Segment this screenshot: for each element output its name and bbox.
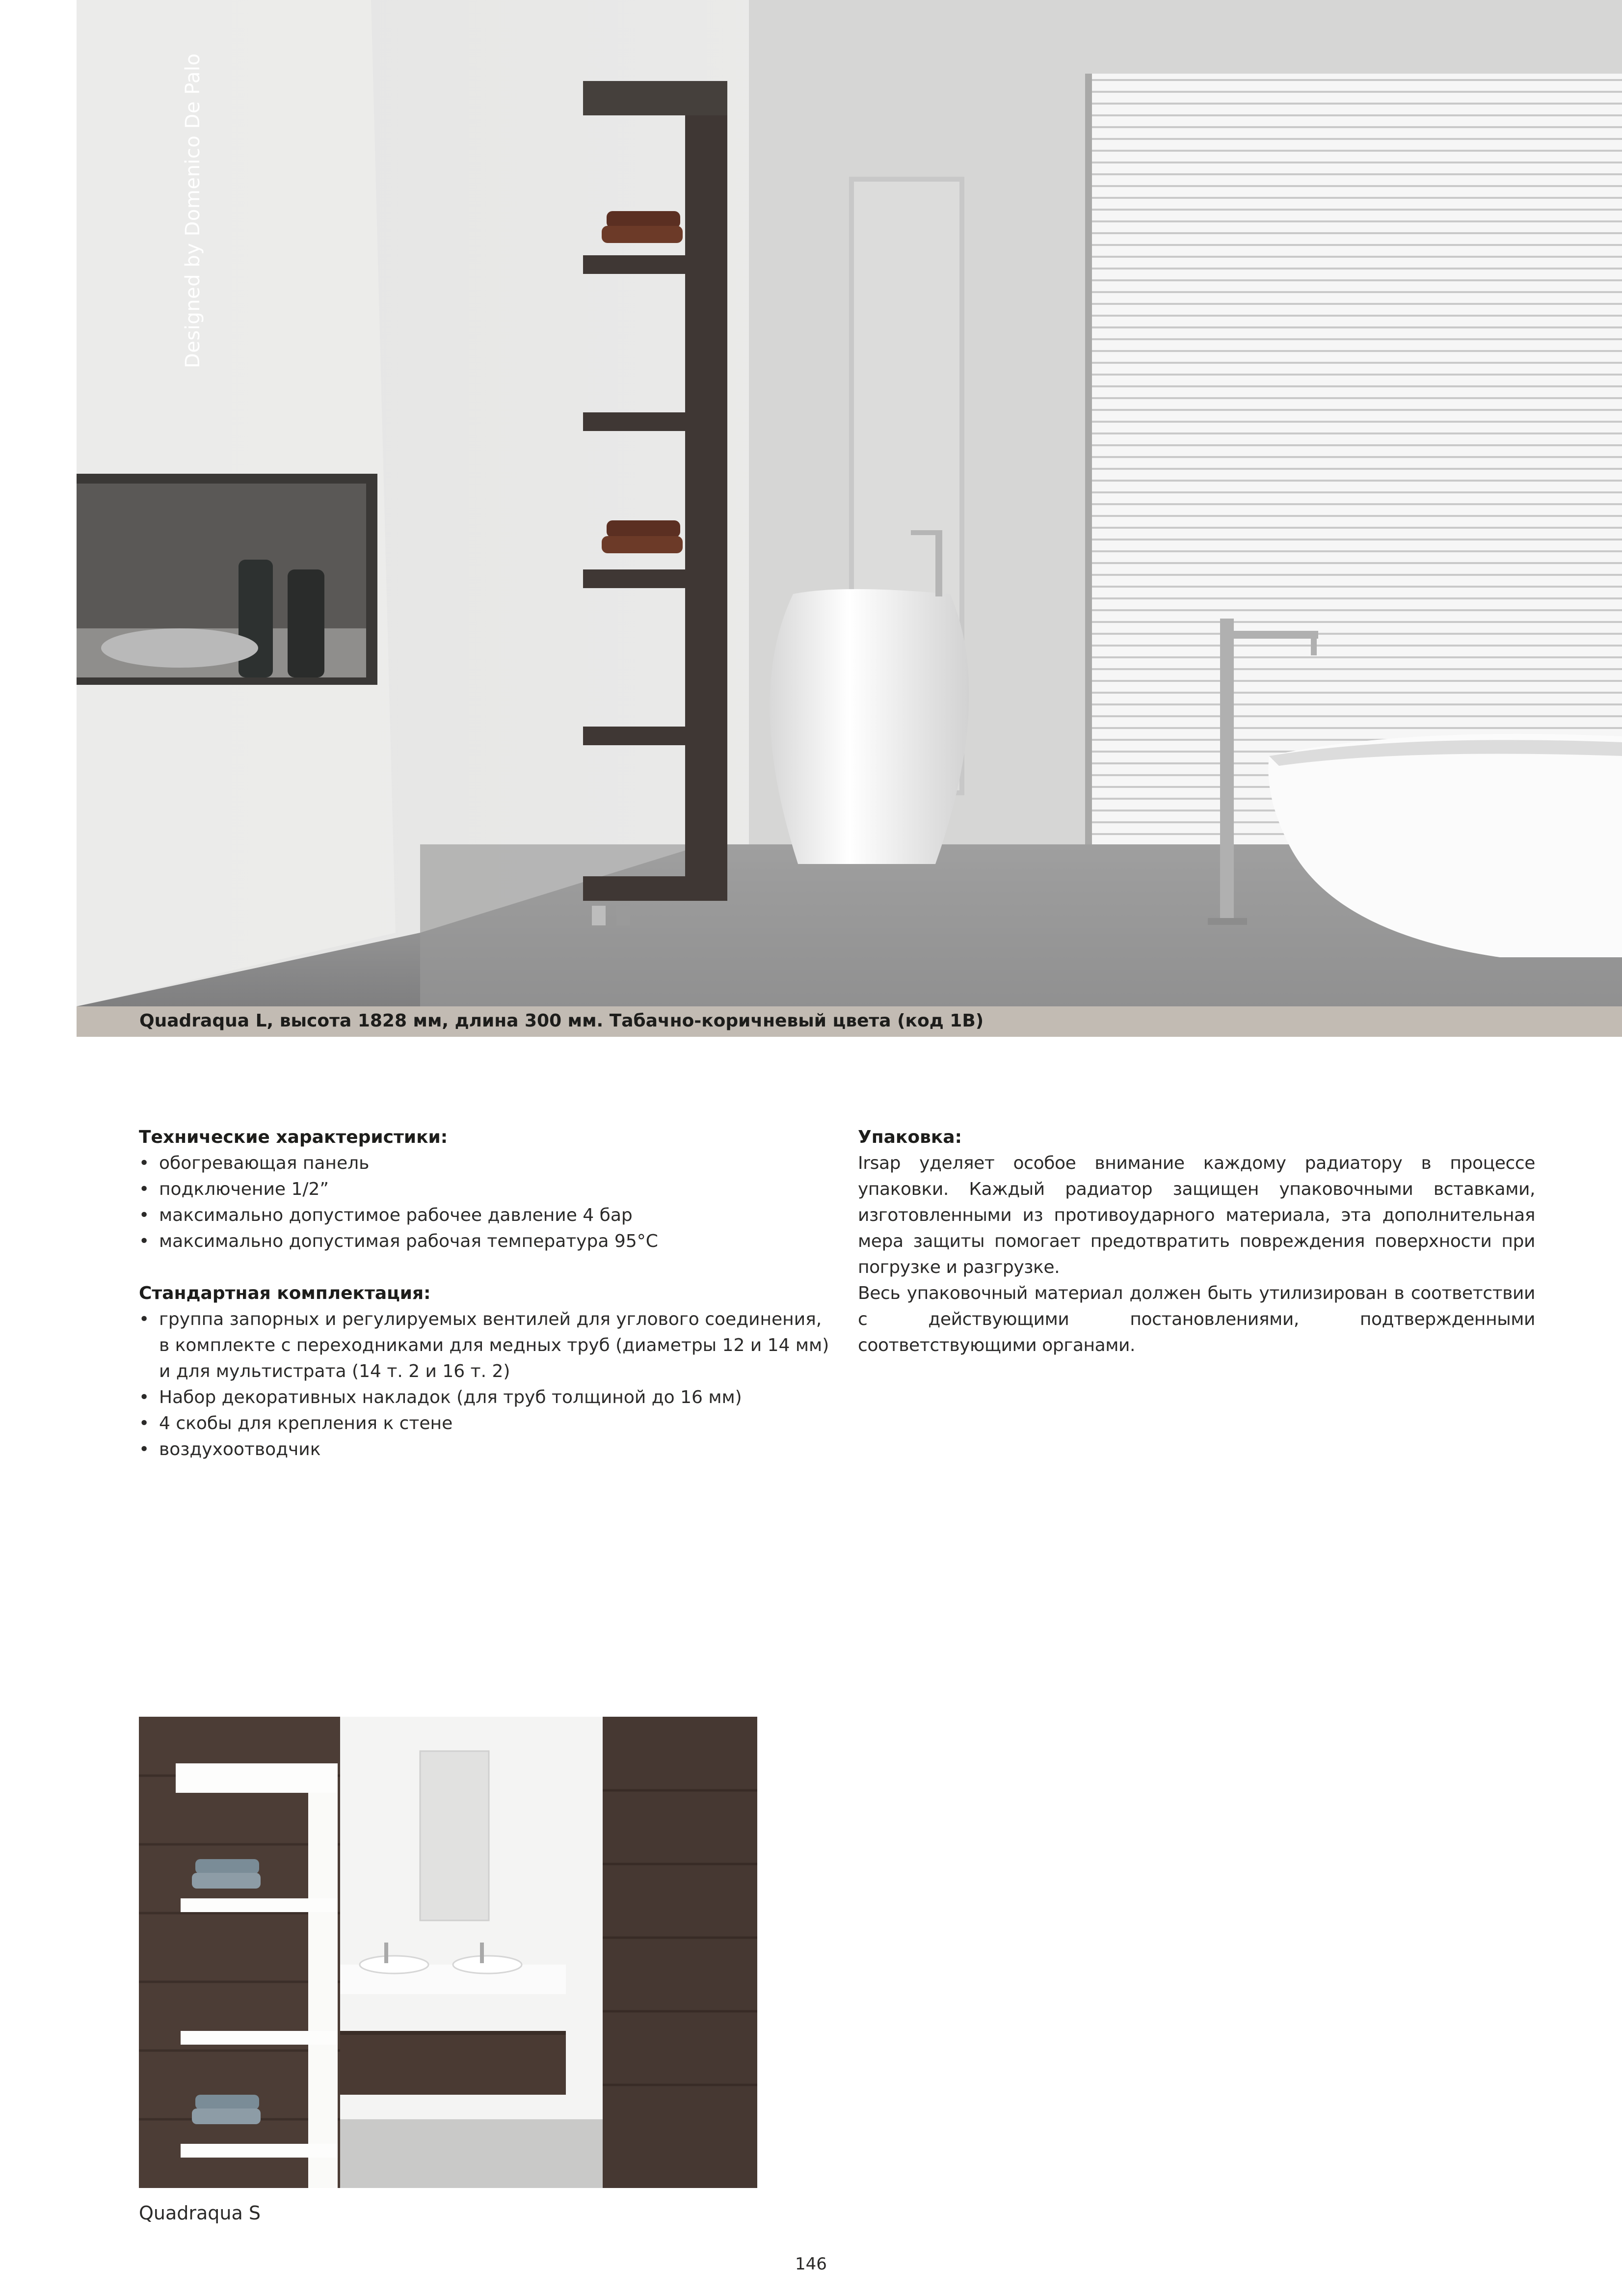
hero-photo: Designed by Domenico De Palo [77,0,1622,1006]
list-item: • максимально допустимое рабочее давление 4 бар [139,1205,633,1225]
secondary-photo-caption: Quadraqua S [139,2202,261,2224]
bathroom-scene-illustration [77,0,1622,1006]
list-item: • подключение 1/2” [139,1179,329,1199]
standard-kit-title: Стандартная комплектация: [139,1283,431,1303]
packaging-column [858,1124,1535,1358]
secondary-photo [139,1717,757,2188]
packaging-paragraph-1: Irsap уделяет особое внимание каждому радиатору в процессе упаковки. Каждый радиатор защищен упаковочными вставками, изготовленными из противоударного материала, эта дополнительная мера защиты помогает предотвратить повреждения поверхности при погрузке и разгрузке. [858,1153,1535,1277]
list-item: • воздухоотводчик [139,1439,321,1459]
packaging-paragraph-2: Весь упаковочный материал должен быть утилизирован в соответствии с действующими постановлениями, подтвержденными соответствующими органами. [858,1283,1535,1355]
specs-column [139,1124,836,1462]
list-item: • максимально допустимая рабочая температура 95°C [139,1231,658,1251]
list-item: • группа запорных и регулируемых вентилей для углового соединения, в комплекте с переходниками для медных труб (диаметры 12 и 14 мм) и для мультистрата (14 т. 2 и 16 т. 2) [139,1309,829,1381]
tech-specs-title: Технические характеристики: [139,1127,448,1147]
list-item: • Набор декоративных накладок (для труб толщиной до 16 мм) [139,1387,742,1407]
hero-caption: Quadraqua L, высота 1828 мм, длина 300 мм. Табачно-коричневый цвета (код 1B) [139,1011,984,1031]
packaging-title: Упаковка: [858,1127,962,1147]
list-item: • 4 скобы для крепления к стене [139,1413,453,1433]
quadraqua-s-scene-illustration [139,1717,757,2188]
tech-specs-list [139,1150,836,1254]
standard-kit-list [139,1306,836,1462]
list-item: • обогревающая панель [139,1153,370,1173]
hero-caption-bar [77,1006,1622,1037]
page-number: 146 [795,2254,827,2274]
